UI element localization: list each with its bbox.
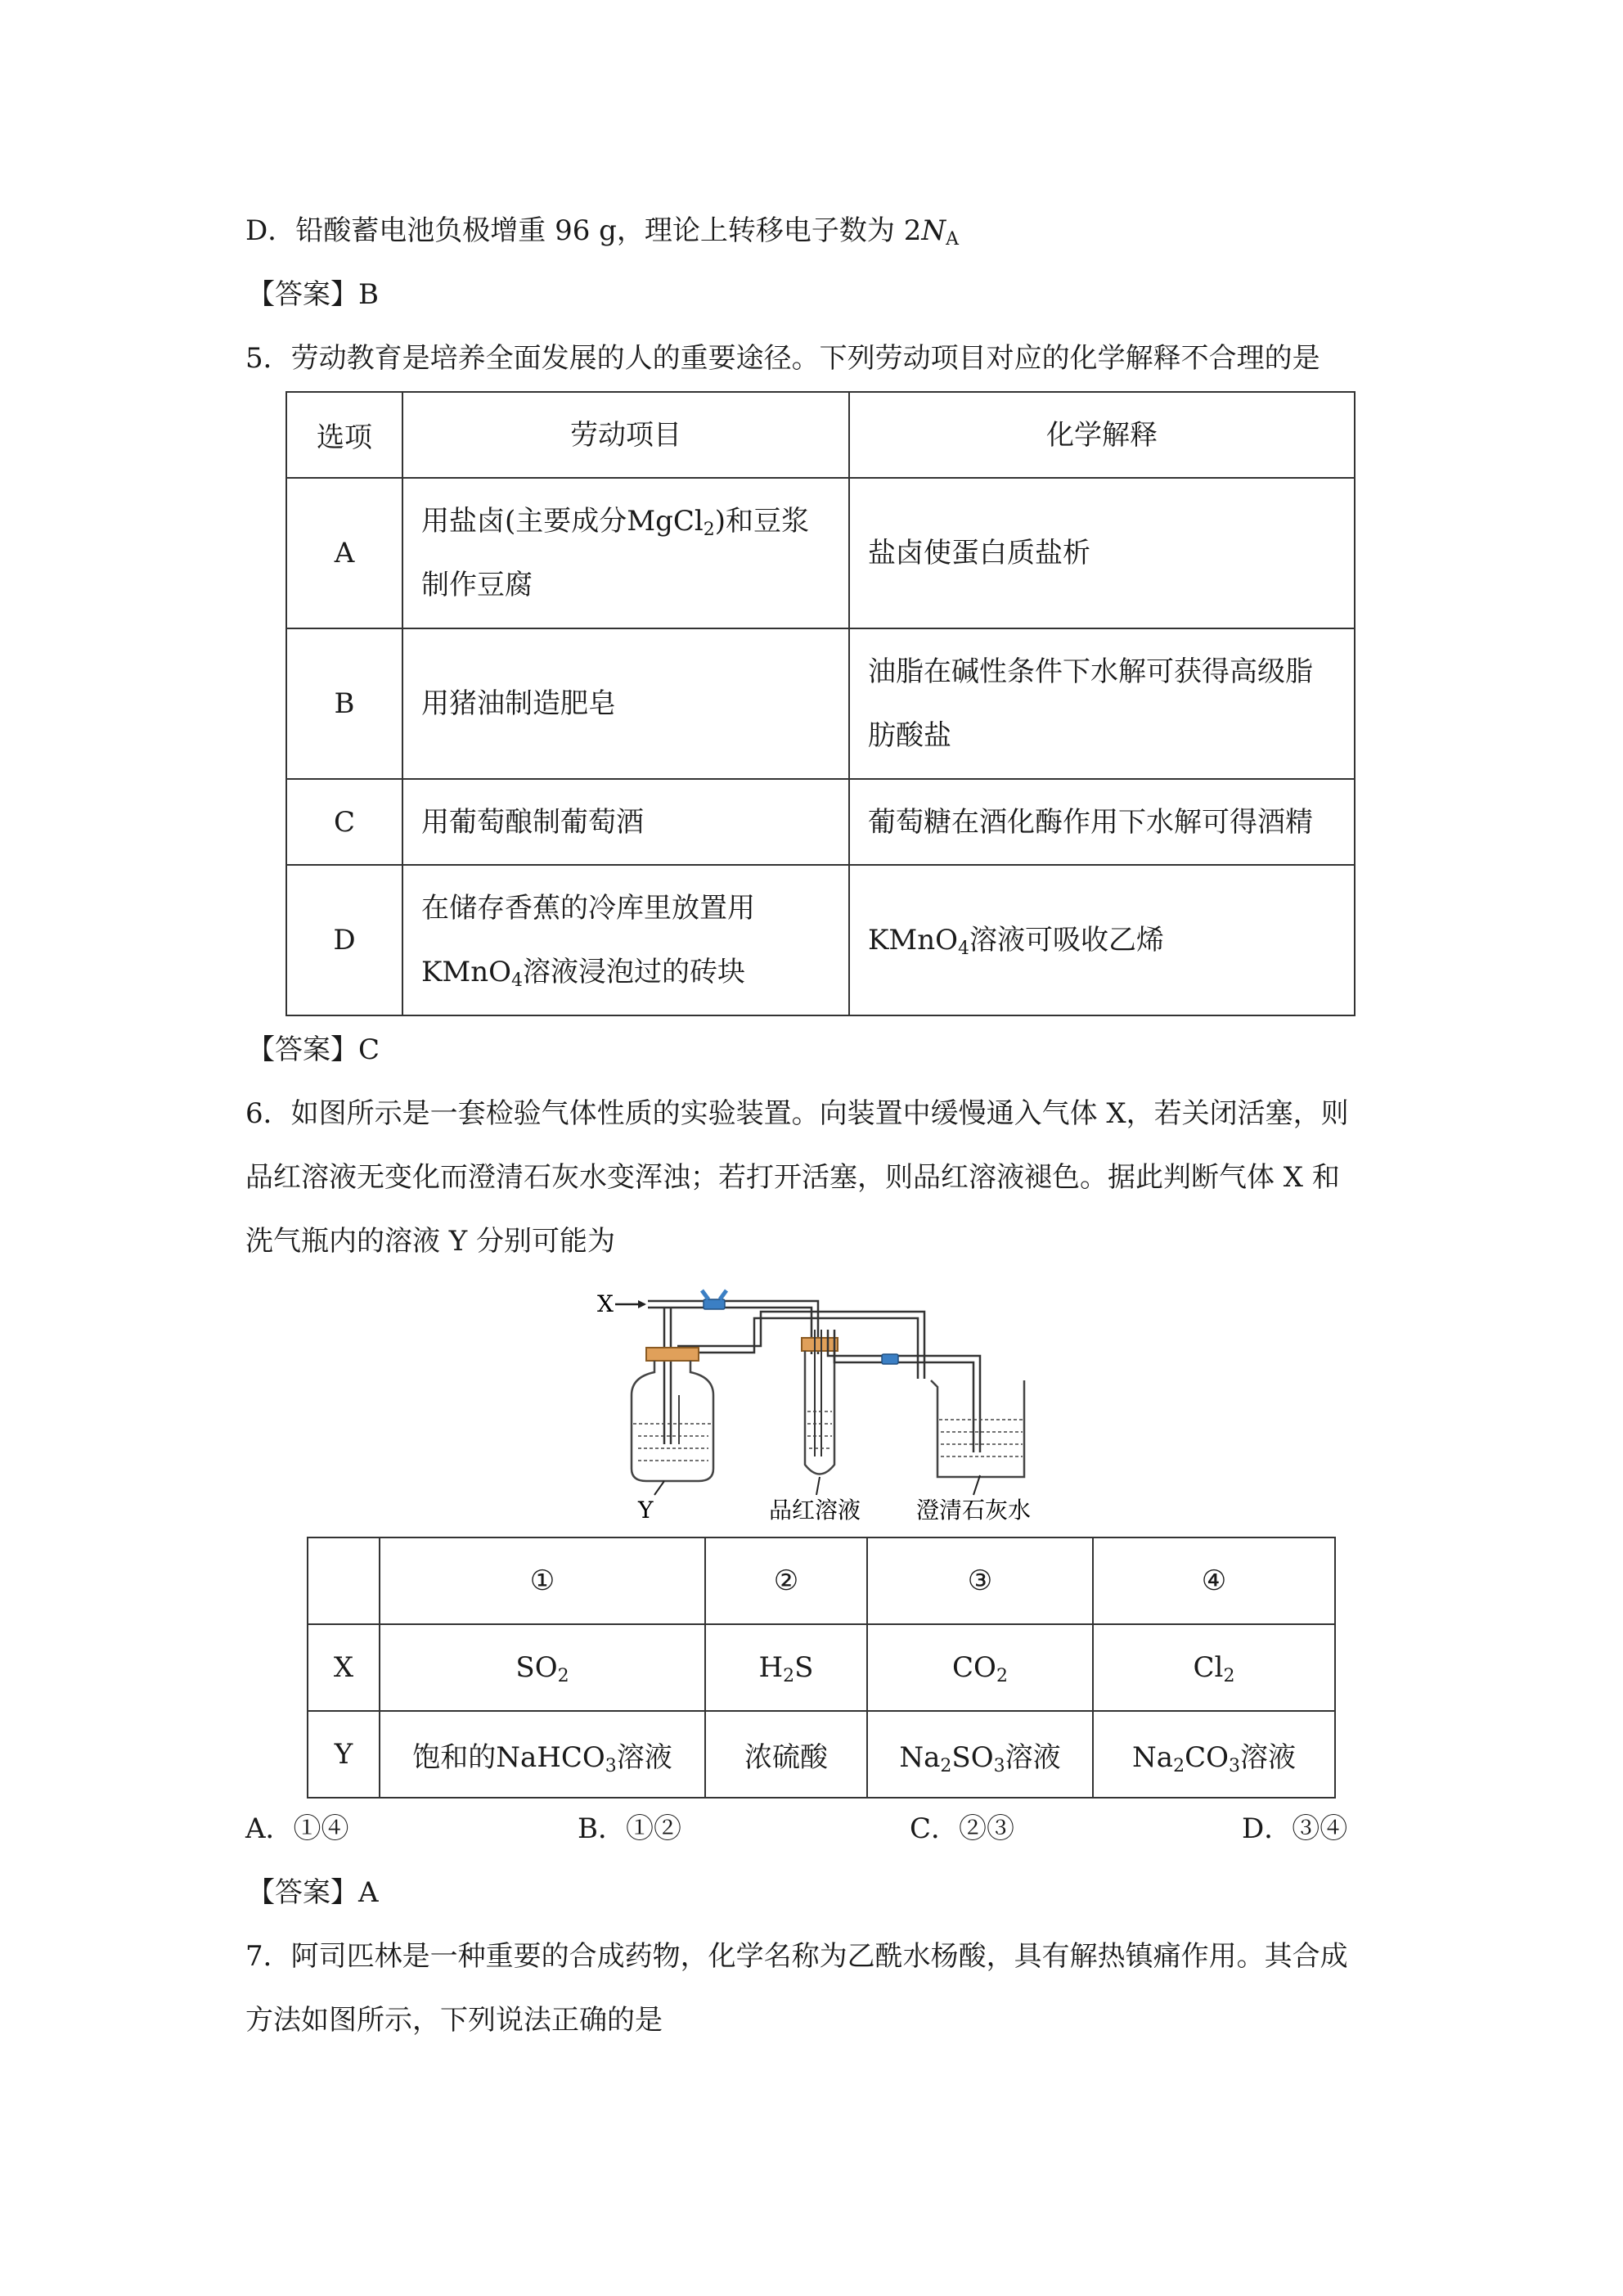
row-item: 用猪油制造肥皂 — [402, 628, 849, 779]
arrow-icon — [638, 1300, 646, 1308]
table-row — [286, 865, 1355, 1015]
q5-answer: 【答案】C — [247, 1033, 380, 1066]
q7-stem-line1: 7．阿司匹林是一种重要的合成药物，化学名称为乙酰水杨酸，具有解热镇痛作用。其合成 — [245, 1940, 1348, 1973]
q6-option-a: A．①④ — [245, 1812, 349, 1845]
wash-bottle — [632, 1348, 713, 1495]
test-tube — [802, 1330, 838, 1495]
row-explanation: 油脂在碱性条件下水解可获得高级脂 肪酸盐 — [849, 628, 1355, 779]
row-label: D — [286, 865, 402, 1015]
q5-table-header — [286, 392, 1355, 478]
row-label: A — [286, 478, 402, 628]
row-label: B — [286, 628, 402, 779]
cell: $SO_2$ — [380, 1624, 705, 1711]
q5-stem: 5．劳动教育是培养全面发展的人的重要途径。下列劳动项目对应的化学解释不合理的是 — [245, 342, 1320, 375]
q6-option-b: B．①② — [578, 1812, 681, 1845]
stopcock-icon — [702, 1290, 726, 1309]
table-row — [286, 779, 1355, 865]
row-explanation: 葡萄糖在酒化酶作用下水解可得酒精 — [849, 779, 1355, 865]
row-item: 在储存香蕉的冷库里放置用 KMnO$_4$溶液浸泡过的砖块 — [402, 865, 849, 1015]
row-label: C — [286, 779, 402, 865]
row-explanation: 盐卤使蛋白质盐析 — [849, 478, 1355, 628]
q6-stem-line1: 6．如图所示是一套检验气体性质的实验装置。向装置中缓慢通入气体 X，若关闭活塞，则 — [245, 1097, 1349, 1130]
solution-y-label: Y — [638, 1497, 654, 1524]
header-option: 选项 — [286, 392, 402, 478]
row-item: 用盐卤(主要成分MgCl$_2$)和豆浆 制作豆腐 — [402, 478, 849, 628]
header-blank — [308, 1537, 380, 1624]
q6-table-header — [308, 1537, 1335, 1624]
q4-option-d: D．铅酸蓄电池负极增重 96 g，理论上转移电子数为 $2N_A$ — [245, 214, 959, 250]
q4-answer: 【答案】B — [247, 278, 379, 311]
header-1: ① — [380, 1537, 705, 1624]
magenta-solution-label: 品红溶液 — [769, 1497, 861, 1524]
clamp-icon — [882, 1354, 898, 1364]
beaker — [931, 1380, 1024, 1495]
q6-table — [307, 1537, 1336, 1799]
cell: 浓硫酸 — [705, 1711, 867, 1798]
q6-stem-line3: 洗气瓶内的溶液 Y 分别可能为 — [245, 1225, 616, 1258]
row-label: Y — [308, 1711, 380, 1798]
cell: $CO_2$ — [867, 1624, 1093, 1711]
q7-stem-line2: 方法如图所示，下列说法正确的是 — [245, 2004, 663, 2037]
q6-stem-line2: 品红溶液无变化而澄清石灰水变浑浊；若打开活塞，则品红溶液褪色。据此判断气体 X 和 — [245, 1161, 1340, 1194]
q6-answer: 【答案】A — [247, 1876, 379, 1909]
table-row — [308, 1711, 1335, 1798]
header-labor-item: 劳动项目 — [402, 392, 849, 478]
table-row — [286, 628, 1355, 779]
header-4: ④ — [1093, 1537, 1335, 1624]
table-row — [308, 1624, 1335, 1711]
limewater-label: 澄清石灰水 — [916, 1497, 1032, 1524]
cell: $H_2S$ — [705, 1624, 867, 1711]
cell: $Na_2SO_3$溶液 — [867, 1711, 1093, 1798]
gas-x-label: X — [597, 1290, 614, 1317]
q6-option-c: C．②③ — [910, 1812, 1015, 1845]
header-2: ② — [705, 1537, 867, 1624]
header-3: ③ — [867, 1537, 1093, 1624]
row-item: 用葡萄酿制葡萄酒 — [402, 779, 849, 865]
row-explanation: KMnO$_4$溶液可吸收乙烯 — [849, 865, 1355, 1015]
cell: $Cl_2$ — [1093, 1624, 1335, 1711]
q5-table — [285, 391, 1355, 1016]
header-explanation: 化学解释 — [849, 392, 1355, 478]
apparatus-diagram — [573, 1281, 1096, 1526]
table-row — [286, 478, 1355, 628]
row-label: X — [308, 1624, 380, 1711]
cell: $Na_2CO_3$溶液 — [1093, 1711, 1335, 1798]
q6-option-d: D．③④ — [1242, 1812, 1348, 1845]
cell: 饱和的NaHCO$_3$溶液 — [380, 1711, 705, 1798]
